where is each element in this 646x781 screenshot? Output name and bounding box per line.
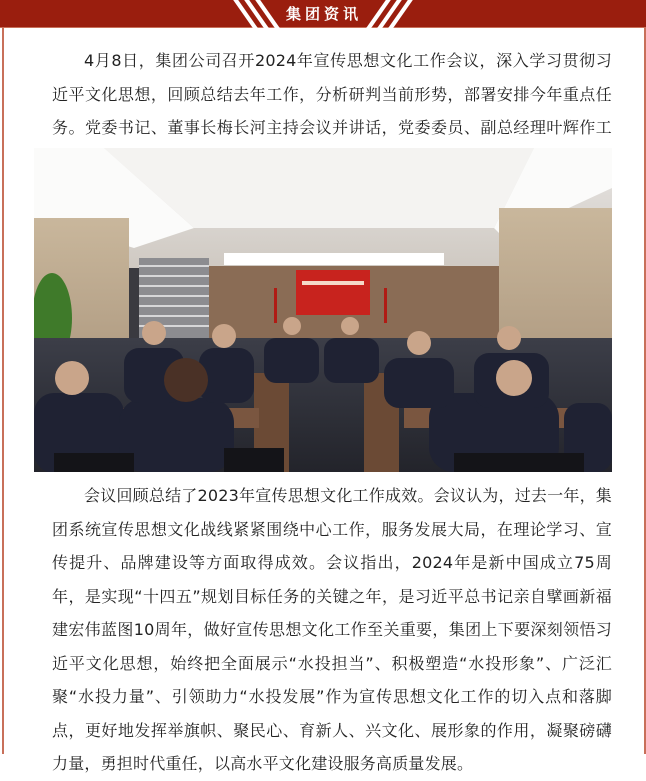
section-title: 集团资讯 — [285, 5, 362, 23]
paragraph-2-text: 会议回顾总结了2023年宣传思想文化工作成效。会议认为，过去一年，集团系统宣传思想文化战线紧紧围绕中心工作，服务发展大局，在理论学习、宣传提升、品牌建设等方面取得成效。会议指出，2024年是新中国成立75周年，是实现“十四五”规划目标任务的关键之年，是习近平总书记亲自擘画新福建宏伟蓝图10周年，做好宣传思想文化工作至关重要，集团上下要深刻领悟习近平文化思想，始终把全面展示“水投担当”、积极塑造“水投形象”、广泛汇聚“水投力量”、引领助力“水投发展”作为宣传思想文化工作的切入点和落脚点，更好地发挥举旗帜、聚民心、育新人、兴文化、展形象的作用，凝聚磅礴力量，勇担时代重任，以高水平文化建设服务高质量发展。 — [52, 486, 612, 773]
paragraph-1-text: 4月8日，集团公司召开2024年宣传思想文化工作会议，深入学习贯彻习近平文化思想，回顾总结去年工作，分析研判当前形势，部署安排今年重点任务。党委书记、董事长梅长河主持会议并讲话，党委委员、副总经理叶辉作工 — [52, 51, 612, 137]
meeting-photo — [34, 148, 612, 472]
section-banner — [0, 0, 646, 28]
decorative-stripes-left-icon — [243, 0, 270, 27]
meeting-photo-image — [34, 148, 612, 472]
article-paragraph-2 — [52, 479, 612, 781]
decorative-stripes-right-icon — [376, 0, 403, 27]
